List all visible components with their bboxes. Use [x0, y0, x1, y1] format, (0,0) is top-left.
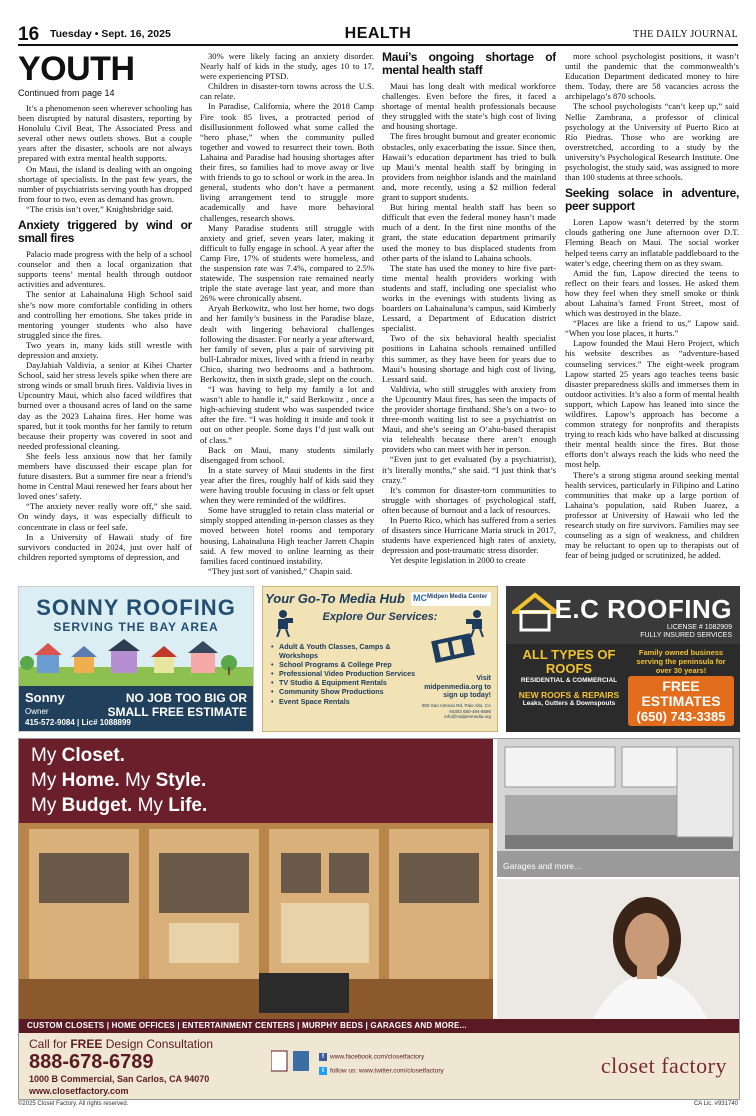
ad-footer-bar — [19, 686, 253, 731]
paragraph-group — [18, 103, 192, 214]
article-column-3 — [382, 51, 556, 581]
ad-footer — [18, 1101, 738, 1113]
list-item: • Adult & Youth Classes, Camps & Workshops — [271, 642, 427, 660]
garage-photo — [497, 739, 740, 877]
ad-closet-factory[interactable] — [18, 738, 740, 1100]
article-paragraph: She feels less anxious now that her family members have discussed their escape plan for future disasters. But a summer fire near a friend’s home in Central Maui renewed her fears about her loved ones’ safety. — [18, 450, 192, 502]
houses-illustration — [19, 637, 254, 687]
article-paragraph: It’s a phenomenon seen wherever schooling has been disrupted by natural disasters, reporting by Honolulu Civil Beat, The Associated Press and several other news outlets shows. But a couple years after the disaster, schools are not always prepared with extra mental health supports. — [18, 103, 192, 164]
photo-caption: Garages and more... — [503, 861, 581, 871]
logo-text: Midpen Media Center — [427, 594, 488, 600]
paragraph-group — [200, 51, 374, 576]
list-item: • Community Show Productions — [271, 687, 427, 696]
facebook-icon: f — [319, 1053, 327, 1061]
article-paragraph: 30% were likely facing an anxiety disorder. Nearly half of kids in the study, ages 10 to 17, were experiencing PTSD. — [200, 51, 374, 82]
headline-line-3: My Budget. My Life. — [31, 795, 208, 816]
new-roofs: NEW ROOFS & REPAIRS — [518, 690, 620, 700]
article-paragraph: Back on Maui, many students similarly disengaged from school. — [200, 444, 374, 465]
article-paragraph: “The crisis isn’t over,” Knightsbridge said. — [26, 203, 174, 214]
closet-illustration — [19, 823, 493, 1019]
article-kicker: YOUTH — [18, 51, 135, 88]
article-paragraph: In a University of Hawaii study of fire survivors conducted in 2024, just over half of children reported symptoms of depression, and — [18, 531, 192, 562]
closet-photo — [19, 823, 493, 1019]
list-item: • Event Space Rentals — [271, 697, 427, 706]
paragraph-group — [382, 81, 556, 566]
headline-line-2: My Home. My Style. — [31, 770, 207, 791]
article-paragraph: “Places are like a friend to us,” Lapow said. “When you lose places, it hurts.” — [565, 318, 739, 339]
article-paragraph: Yet despite legislation in 2000 to create — [390, 555, 526, 566]
model-photo — [497, 879, 740, 1019]
page-header — [18, 26, 738, 46]
leak-services: Leaks, Gutters & Downspouts — [522, 700, 616, 707]
phone-number[interactable]: 888-678-6789 — [29, 1051, 154, 1073]
article-paragraph: It’s common for disaster-torn communities to struggle with shortages of psychological staff, often because of burnout and a lack of resources. — [382, 484, 556, 515]
ad-ec-roofing[interactable] — [506, 586, 740, 732]
article-paragraph: Lapow founded the Maui Hero Project, which his website describes as “adventure-based counseling services.” The eight-week program Lapow started 25 years ago teaches teens basic disaster preparedness skills and immerses them in outdoor activities. It’s also a form of mental health support, which Lapow has leaned into since the wildfires. Lapow’s approach has become a common strategy for nonprofits and therapists trying to reach kids who have balked at discussing their mental health since the fires. But those efforts don’t always reach the kids who need the most help. — [565, 338, 739, 470]
ad-subtitle: SERVING THE BAY AREA — [53, 620, 219, 634]
article-paragraph: Children in disaster-torn towns across the U.S. can relate. — [200, 81, 374, 102]
street-address: 1000 B Commercial, San Carlos, CA 94070 — [29, 1074, 210, 1084]
article-paragraph: In a state survey of Maui students in the first year after the fires, roughly half of kids said they were having trouble focusing in class or felt upset when they were reminded of the wildfires. — [200, 464, 374, 506]
ad-title: Your Go-To Media Hub — [265, 591, 405, 606]
article-paragraph: The state has used the money to hire five part-time mental health providers working with students and staff, including one specialist who works in the evenings with students living as boarders on Lahainaluna’s campus, said Kimberly Lessard, a Department of Education district specialist. — [382, 262, 556, 334]
list-item: • School Programs & College Prep — [271, 660, 427, 669]
twitter-icon: t — [319, 1067, 327, 1075]
roof-types: ALL TYPES OF ROOFS — [522, 647, 616, 676]
article-paragraph: The senior at Lahainaluna High School said she’s now more comfortable confiding in others and controlling her emotions. She takes pride in mentoring younger students who also have struggled since the fires. — [18, 289, 192, 340]
roof-categories: RESIDENTIAL & COMMERCIAL — [520, 677, 618, 684]
insured-note: FULLY INSURED SERVICES — [640, 632, 732, 639]
article-column-2 — [200, 51, 374, 581]
article-paragraph: Amid the fun, Lapow directed the teens to reflect on their fears and losses. He asked them how they feel when they smell smoke or think about Lahaina’s famed Front Street, most of which was destroyed in the blaze. — [565, 267, 739, 319]
twitter-link[interactable]: t follow us: www.twitter.com/closetfactory — [319, 1067, 444, 1075]
article-paragraph: The school psychologists “can’t keep up,” said Nellie Zambrana, a professor of clinical psychology at the University of Puerto Rico at Río Piedras. Those who are working are overstretched, according to a study by the university’s Psychological Research Institute. One psychologist, the study said, was assigned to more than 100 students at three schools. — [565, 101, 739, 183]
contact-panel — [19, 1033, 740, 1100]
facebook-link[interactable]: f www.facebook.com/closetfactory — [319, 1053, 424, 1061]
license-number: CA Lic. #931740 — [693, 1101, 738, 1107]
visit-website[interactable]: Visit midpenmedia.org to sign up today! — [424, 675, 491, 699]
ad-title: SONNY ROOFING — [36, 595, 236, 620]
article-paragraph: Many Paradise students still struggle with anxiety and grief, seven years later, making it difficult to fully engage in school. A year after the Camp Fire, 17% of students were homeless, and the suspension rate was 7.4%, compared to 2.5% statewide. The suspension rate remained nearly triple the state average last year, and more than 26% were chronically absent. — [200, 222, 374, 304]
services-list — [271, 642, 427, 706]
article-paragraph: But hiring mental health staff has been so difficult that even the federal money hasn’t made much of a dent. In the first nine months of the grant, the state education department primarily used the money to bus displaced students from other parts of the island to Lahaina schools. — [382, 202, 556, 263]
owner-name: Sonny — [25, 690, 65, 705]
ad-title: E.C ROOFING — [554, 594, 732, 624]
article-paragraph: “They just sort of vanished,” Chapin said. — [208, 565, 353, 576]
article-paragraph: Two years in, many kids still wrestle with depression and anxiety. — [18, 339, 192, 360]
article-paragraph: Two of the six behavioral health specialist positions in Lahaina schools remained unfilled this summer, as they have been for years due to Maui’s housing shortage and high cost of living, Lessard said. — [382, 333, 556, 384]
owner-role: Owner — [25, 707, 49, 716]
issue-date: Tuesday • Sept. 16, 2025 — [50, 28, 171, 40]
headline-line-1: My Closet. — [31, 745, 125, 766]
list-item: • TV Studio & Equipment Rentals — [271, 678, 427, 687]
article-paragraph: “I was having to help my family a lot and wasn’t able to handle it,” said Berkowitz , once a high-achieving student who was suspended twice after the fire. “I was holding it inside and took it out on other people. Some days I’d just walk out of class.” — [200, 384, 374, 445]
article-column-1 — [18, 51, 192, 581]
badge-icons — [271, 1049, 311, 1075]
subheading: Maui’s ongoing shortage of mental health staff — [382, 51, 556, 77]
woman-photo — [497, 879, 740, 1019]
article-paragraph: There’s a strong stigma around seeking mental health services, particularly in Filipino and Latino communities that make up a large portion of Lahaina’s population, said Ruben Juarez, a professor at University of Hawaii who led the research study on fire survivors. Families may see counseling as a sign of weakness, and children may be reluctant to open up to therapists out of fear of being judged or scrutinized, he added. — [565, 469, 739, 561]
article-paragraph: more school psychologist positions, it wasn’t until the pandemic that the commonwealth’s Education Department dedicated money to hire them. Today, there are 58 vacancies across the archipelago’s 870 schools. — [565, 51, 739, 102]
closet-factory-logo: closet factory — [600, 1053, 727, 1078]
article-paragraph: Aryah Berkowitz, who lost her home, two dogs and her family’s business in the Paradise blaze, dealt with lingering behavioral challenges following the disaster. For nearly a year afterward, her family of seven, plus a pair of surviving pit bull-Labrador mixes, lived with a friend in nearby Chico, sharing two bedrooms and a bathroom. Berkowitz, then in sixth grade, slept on the couch. — [200, 303, 374, 384]
services-strip: CUSTOM CLOSETS | HOME OFFICES | ENTERTAINMENT CENTERS | MURPHY BEDS | GARAGES AND MORE... — [19, 1019, 740, 1033]
ad-tagline: NO JOB TOO BIG OR SMALL FREE ESTIMATE — [107, 691, 247, 719]
logo-mark: MC — [413, 593, 427, 603]
camera-person-icon — [271, 609, 295, 637]
subheading: Anxiety triggered by wind or small fires — [18, 218, 192, 246]
headline-panel — [19, 739, 493, 823]
article-paragraph: “Even just to get evaluated (by a psychiatrist), it’s literally months,” she said. “I just think that’s crazy.” — [382, 454, 556, 485]
publication-name: THE DAILY JOURNAL — [633, 29, 738, 40]
article-paragraph: Some have struggled to retain class material or simply stopped attending in-person classes as they moved between hotel rooms and temporary housing, Lahainaluna High teacher Jarrett Chapin said. A few moved to online learning as their families faced continued instability. — [200, 505, 374, 566]
license-number: LICENSE # 1082909 — [667, 624, 732, 631]
ad-media-hub[interactable] — [262, 586, 498, 732]
midpen-logo — [411, 592, 491, 606]
phone-number[interactable]: (650) 743-3385 — [636, 709, 726, 724]
article-column-4 — [565, 51, 739, 581]
article-paragraph: Loren Lapow wasn’t deterred by the storm clouds gathering one June afternoon over D.T. Fleming Beach on Maui. The social worker helped teens carry an inflatable paddleboard to the water’s edge, cheering them on as they swam. — [565, 217, 739, 268]
article-paragraph: Palacio made progress with the help of a school counselor and then a local organization that supports teens’ mental health through outdoor activities and adventures. — [18, 249, 192, 290]
free-estimate-label: FREE ESTIMATES — [641, 678, 721, 709]
house-logo-icon — [512, 592, 558, 632]
article-paragraph: “The anxiety never really wore off,” she said. On windy days, it was especially difficult to concentrate in class or feel safe. — [18, 501, 192, 532]
ad-sonny-roofing[interactable] — [18, 586, 254, 732]
phone-number[interactable]: 415-572-9084 | Lic# 1088899 — [25, 718, 131, 727]
explore-heading: Explore Our Services: — [322, 611, 438, 623]
article-paragraph: In Puerto Rico, which has suffered from a series of disasters since Hurricane Maria struck in 2017, students have experienced high rates of anxiety, depression and post-traumatic stress disorder. — [382, 515, 556, 556]
article-paragraph: On Maui, the island is dealing with an ongoing shortage of specialists. In the past few years, the number of psychiatrists serving youth has dropped from four to two, even as demand has grown. — [18, 163, 192, 204]
paragraph-group — [18, 249, 192, 562]
copyright: ©2025 Closet Factory. All rights reserved. — [18, 1101, 129, 1107]
film-reel-icon — [429, 629, 479, 669]
article-paragraph: In Paradise, California, where the 2018 Camp Fire took 85 lives, a protracted period of disillusionment followed what some called the “hero phase,” when the community pulled together and vowed to resurrect their town. Both Lahaina and Paradise had housing shortages after their fires, so families had to move away or live with friends to go to school or work in the area. In general, students who don’t have a permanent living arrangement tend to struggle more academically and have more behavioral challenges, research shows. — [200, 101, 374, 223]
free-estimate-box[interactable] — [628, 676, 734, 726]
page-number: 16 — [18, 24, 40, 45]
list-item: • Professional Video Production Services — [271, 669, 427, 678]
contact-address: 900 San Antonio Rd. Palo Alto, CA 94303 650-494-8686 info@midpenmedia.org — [421, 703, 491, 719]
services-panel — [510, 648, 628, 707]
family-owned-note: Family owned business serving the peninsula for over 30 years! — [636, 648, 726, 675]
website-link[interactable]: www.closetfactory.com — [29, 1086, 129, 1096]
article-paragraph: DayJahiah Valdivia, a senior at Kihei Charter School, said her stress levels spike when there are strong winds or small brush fires. Valdivia lives in Upcountry Maui, which also faced wildfires that burned over a thousand acres of land on the same day as the 2023 Lahaina fires. Her home was spared, but it took months for her family to return because their property was covered in soot and needed professional cleaning. — [18, 360, 192, 451]
paragraph-group — [565, 217, 739, 560]
article-paragraph: Maui has long dealt with medical workforce challenges. Even before the fires, it faced a shortage of mental health professionals because they struggled with the state’s high cost of living and housing shortage. — [382, 81, 556, 132]
article-paragraph: Valdivia, who still struggles with anxiety from the Upcountry Maui fires, has seen the impacts of the provider shortage firsthand. She’s on a two- to three-month waiting list to see a psychiatrist on Maui, and she’s seeing an O‘ahu-based therapist via telehealth because there aren’t enough providers who can meet with her in person. — [382, 383, 556, 455]
article-paragraph: The fires brought burnout and greater economic obstacles, only exacerbating the issue. Since then, Hawaii’s education department has tried to bulk up Maui’s mental health staff by bringing in providers from neighbor islands and the mainland and, more recently, using a $2 million federal grant to support students. — [382, 131, 556, 203]
license-info — [640, 624, 732, 640]
garage-illustration — [497, 739, 740, 877]
subheading: Seeking solace in adventure, peer support — [565, 186, 739, 214]
consultation-cta: Call for FREE Design Consultation — [29, 1037, 214, 1051]
section-title: HEALTH — [344, 25, 412, 42]
paragraph-group — [565, 51, 739, 182]
continued-line: Continued from page 14 — [18, 88, 115, 98]
